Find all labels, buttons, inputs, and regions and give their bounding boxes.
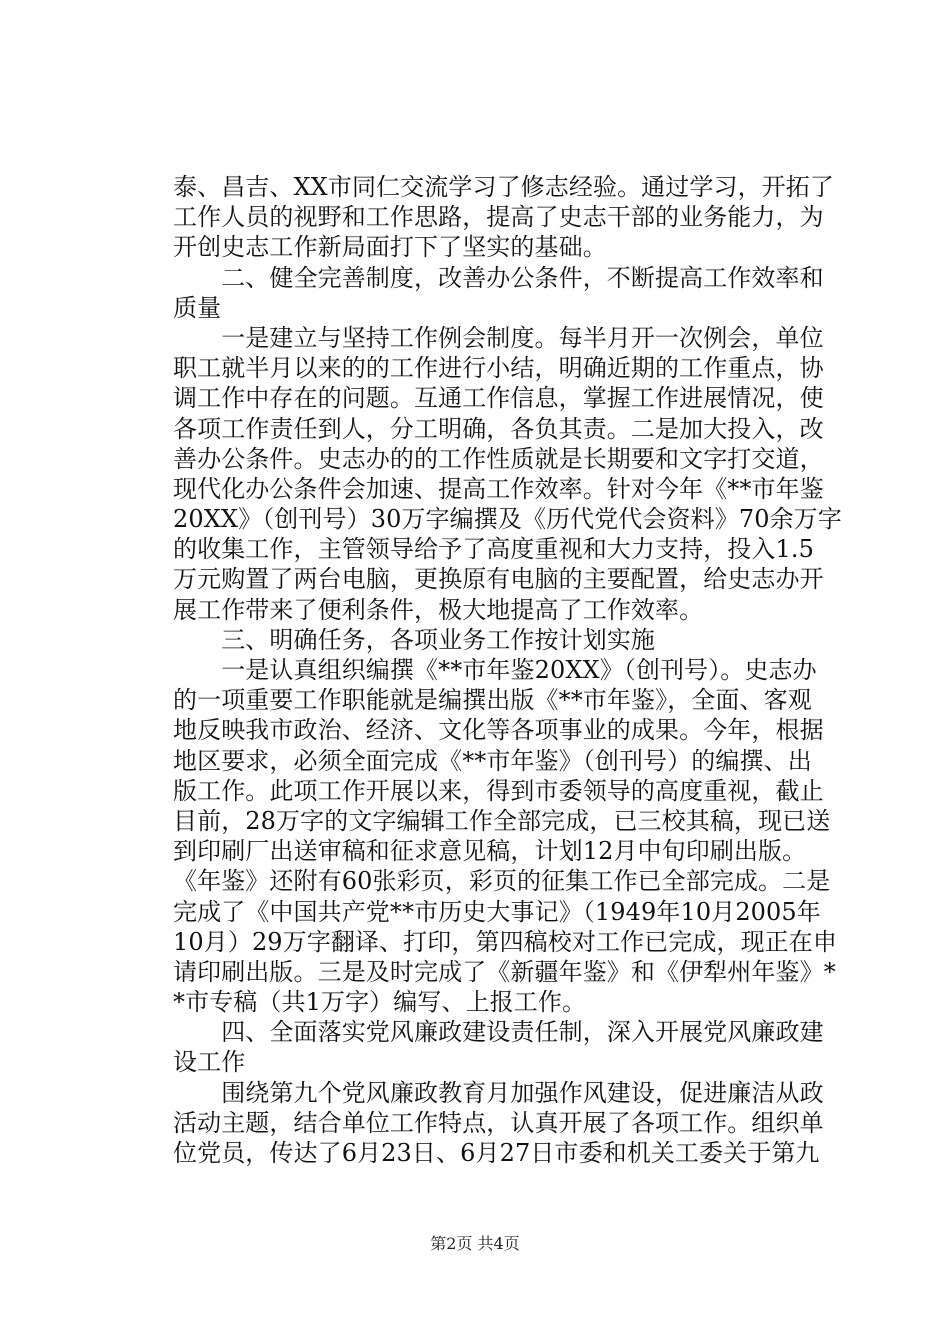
text-line: 位党员，传达了6月23日、6月27日市委和机关工委关于第九 xyxy=(173,1139,820,1167)
text-line: 目前，28万字的文字编辑工作全部完成，已三校其稿，现已送 xyxy=(173,806,831,835)
text-line: 《年鉴》还附有60张彩页，彩页的征集工作已全部完成。二是 xyxy=(173,867,831,896)
text-line: 展工作带来了便利条件，极大地提高了工作效率。 xyxy=(173,595,704,624)
text-line: 善办公条件。史志办的的工作性质就是长期要和文字打交道， xyxy=(173,444,824,473)
text-line: 20XX》（创刊号）30万字编撰及《历代党代会资料》70余万字 xyxy=(173,505,842,534)
text-line: 调工作中存在的问题。互通工作信息，掌握工作进展情况，使 xyxy=(173,384,824,413)
text-line: 活动主题，结合单位工作特点，认真开展了各项工作。组织单 xyxy=(173,1108,824,1137)
text-line: 10月）29万字翻译、打印，第四稿校对工作已完成，现正在申 xyxy=(173,927,837,956)
text-line: 各项工作责任到人，分工明确，各负其责。二是加大投入，改 xyxy=(173,414,824,443)
text-line: 请印刷出版。三是及时完成了《新疆年鉴》和《伊犁州年鉴》* xyxy=(173,957,836,986)
section-heading-3: 三、明确任务，各项业务工作按计划实施 xyxy=(173,625,655,654)
page-footer: 第2页 共4页 xyxy=(430,1234,520,1253)
text-line: 地区要求，必须全面完成《**市年鉴》（创刊号）的编撰、出 xyxy=(173,746,812,775)
section-heading-4-cont: 设工作 xyxy=(173,1048,246,1077)
text-line: 工作人员的视野和工作思路，提高了史志干部的业务能力，为 xyxy=(173,203,824,232)
text-line: 职工就半月以来的的工作进行小结，明确近期的工作重点，协 xyxy=(173,354,824,383)
text-line: 版工作。此项工作开展以来，得到市委领导的高度重视，截止 xyxy=(173,776,824,805)
text-line: 的收集工作，主管领导给予了高度重视和大力支持，投入1.5 xyxy=(173,535,814,564)
text-line: 的一项重要工作职能就是编撰出版《**市年鉴》，全面、客观 xyxy=(173,686,812,715)
text-line: *市专稿（共1万字）编写、上报工作。 xyxy=(173,988,587,1017)
text-line: 一是建立与坚持工作例会制度。每半月开一次例会，单位 xyxy=(173,323,824,352)
text-line: 万元购置了两台电脑，更换原有电脑的主要配置，给史志办开 xyxy=(173,565,824,594)
section-heading-4: 四、全面落实党风廉政建设责任制，深入开展党风廉政建 xyxy=(173,1018,824,1047)
text-line: 一是认真组织编撰《**市年鉴20XX》（创刊号）。史志办 xyxy=(173,656,817,684)
text-line: 围绕第九个党风廉政教育月加强作风建设，促进廉洁从政 xyxy=(173,1078,824,1107)
section-heading-2: 二、健全完善制度，改善办公条件，不断提高工作效率和 xyxy=(173,263,824,292)
body-text xyxy=(173,172,842,1168)
text-line: 完成了《中国共产党**市历史大事记》（1949年10月2005年 xyxy=(173,897,821,926)
text-line: 地反映我市政治、经济、文化等各项事业的成果。今年，根据 xyxy=(173,716,824,745)
section-heading-2-cont: 质量 xyxy=(173,293,222,322)
text-line: 现代化办公条件会加速、提高工作效率。针对今年《**市年鉴 xyxy=(173,474,824,503)
text-line: 到印刷厂出送审稿和征求意见稿，计划12月中旬印刷出版。 xyxy=(173,837,807,866)
text-line: 泰、昌吉、XX市同仁交流学习了修志经验。通过学习，开拓了 xyxy=(173,173,834,201)
text-line: 开创史志工作新局面打下了坚实的基础。 xyxy=(173,233,607,262)
